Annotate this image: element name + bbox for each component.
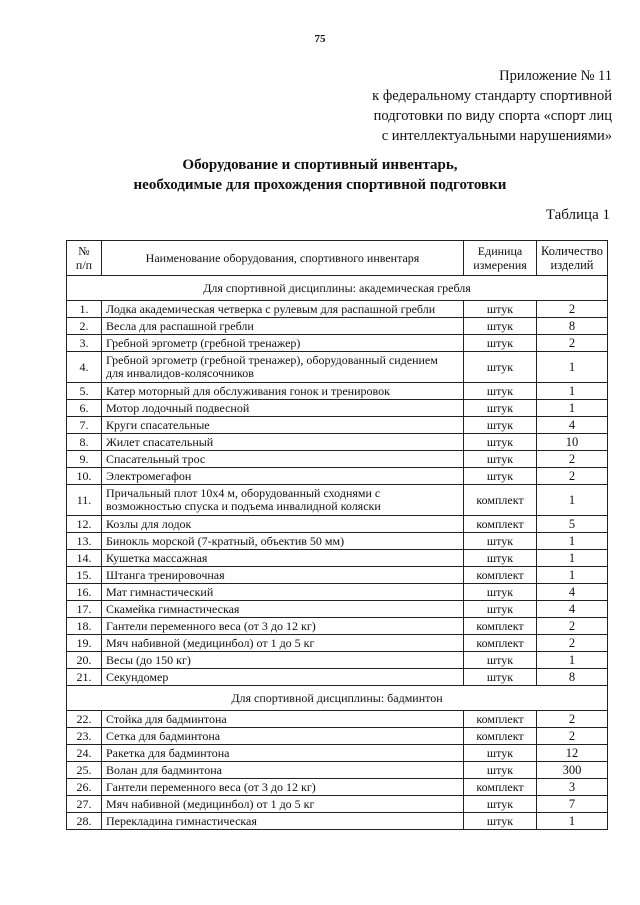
row-unit: штук	[464, 669, 537, 686]
table-row	[67, 318, 608, 335]
row-quantity: 2	[537, 451, 608, 468]
table-row	[67, 400, 608, 417]
table-row	[67, 533, 608, 550]
table-row	[67, 652, 608, 669]
appendix-header	[372, 66, 612, 146]
row-unit: штук	[464, 301, 537, 318]
row-number: 26.	[67, 779, 102, 796]
appendix-line: Приложение № 11	[499, 68, 612, 84]
row-name: Сетка для бадминтона	[102, 728, 464, 745]
row-unit: комплект	[464, 711, 537, 728]
table-label: Таблица 1	[545, 207, 610, 223]
table-row	[67, 728, 608, 745]
row-name: Ракетка для бадминтона	[102, 745, 464, 762]
section-row	[67, 686, 608, 711]
table-row	[67, 618, 608, 635]
table-row	[67, 516, 608, 533]
row-name: Круги спасательные	[102, 417, 464, 434]
table-row	[67, 550, 608, 567]
row-quantity: 12	[537, 745, 608, 762]
row-unit: штук	[464, 762, 537, 779]
row-name: Жилет спасательный	[102, 434, 464, 451]
row-number: 23.	[67, 728, 102, 745]
table-row	[67, 335, 608, 352]
row-quantity: 8	[537, 669, 608, 686]
row-unit: штук	[464, 318, 537, 335]
row-quantity: 8	[537, 318, 608, 335]
row-quantity: 1	[537, 652, 608, 669]
row-unit: штук	[464, 584, 537, 601]
row-name: Спасательный трос	[102, 451, 464, 468]
title-line: Оборудование и спортивный инвентарь,	[182, 157, 458, 173]
row-quantity: 1	[537, 550, 608, 567]
row-name: Весла для распашной гребли	[102, 318, 464, 335]
table-body	[67, 276, 608, 830]
row-number: 25.	[67, 762, 102, 779]
row-number: 27.	[67, 796, 102, 813]
row-quantity: 1	[537, 533, 608, 550]
row-name: Причальный плот 10х4 м, оборудованный сходнями с возможностью спуска и подъема инвалидной коляски	[102, 485, 464, 516]
table-row	[67, 417, 608, 434]
row-number: 4.	[67, 352, 102, 383]
row-quantity: 1	[537, 352, 608, 383]
table-row	[67, 745, 608, 762]
appendix-line: подготовки по виду спорта «спорт лиц	[373, 108, 612, 124]
row-name: Весы (до 150 кг)	[102, 652, 464, 669]
row-number: 14.	[67, 550, 102, 567]
row-name: Лодка академическая четверка с рулевым для распашной гребли	[102, 301, 464, 318]
row-unit: штук	[464, 550, 537, 567]
section-title: Для спортивной дисциплины: бадминтон	[67, 686, 608, 711]
row-number: 12.	[67, 516, 102, 533]
row-name: Перекладина гимнастическая	[102, 813, 464, 830]
row-unit: комплект	[464, 618, 537, 635]
row-name: Скамейка гимнастическая	[102, 601, 464, 618]
table-row	[67, 635, 608, 652]
row-unit: штук	[464, 533, 537, 550]
row-name: Мат гимнастический	[102, 584, 464, 601]
row-name: Электромегафон	[102, 468, 464, 485]
row-name: Гребной эргометр (гребной тренажер)	[102, 335, 464, 352]
row-name: Бинокль морской (7-кратный, объектив 50 мм)	[102, 533, 464, 550]
row-quantity: 1	[537, 485, 608, 516]
row-name: Мяч набивной (медицинбол) от 1 до 5 кг	[102, 635, 464, 652]
row-unit: штук	[464, 451, 537, 468]
row-quantity: 2	[537, 635, 608, 652]
row-quantity: 4	[537, 584, 608, 601]
row-number: 1.	[67, 301, 102, 318]
table-row	[67, 796, 608, 813]
row-number: 2.	[67, 318, 102, 335]
row-quantity: 1	[537, 400, 608, 417]
table-row	[67, 434, 608, 451]
row-quantity: 3	[537, 779, 608, 796]
title-line: необходимые для прохождения спортивной подготовки	[133, 177, 507, 193]
row-number: 17.	[67, 601, 102, 618]
row-quantity: 1	[537, 383, 608, 400]
row-number: 19.	[67, 635, 102, 652]
row-unit: штук	[464, 745, 537, 762]
table-row	[67, 669, 608, 686]
header-name: Наименование оборудования, спортивного инвентаря	[102, 241, 464, 276]
row-name: Стойка для бадминтона	[102, 711, 464, 728]
row-number: 10.	[67, 468, 102, 485]
section-row	[67, 276, 608, 301]
row-name: Гантели переменного веса (от 3 до 12 кг)	[102, 779, 464, 796]
row-name: Мяч набивной (медицинбол) от 1 до 5 кг	[102, 796, 464, 813]
section-title: Для спортивной дисциплины: академическая гребля	[67, 276, 608, 301]
row-number: 13.	[67, 533, 102, 550]
row-quantity: 4	[537, 417, 608, 434]
row-quantity: 2	[537, 335, 608, 352]
header-unit: Единица измерения	[464, 241, 537, 276]
table-row	[67, 383, 608, 400]
table-row	[67, 567, 608, 584]
row-unit: штук	[464, 796, 537, 813]
header-number: № п/п	[67, 241, 102, 276]
table-row	[67, 451, 608, 468]
row-number: 5.	[67, 383, 102, 400]
row-name: Козлы для лодок	[102, 516, 464, 533]
table-row	[67, 468, 608, 485]
row-unit: комплект	[464, 779, 537, 796]
row-unit: штук	[464, 434, 537, 451]
table-header-row	[67, 241, 608, 276]
row-unit: комплект	[464, 516, 537, 533]
row-quantity: 2	[537, 468, 608, 485]
row-number: 11.	[67, 485, 102, 516]
appendix-line: с интеллектуальными нарушениями»	[381, 128, 612, 144]
row-name: Волан для бадминтона	[102, 762, 464, 779]
row-quantity: 5	[537, 516, 608, 533]
row-unit: штук	[464, 400, 537, 417]
row-quantity: 4	[537, 601, 608, 618]
page-number: 75	[314, 33, 326, 45]
row-quantity: 2	[537, 618, 608, 635]
row-number: 8.	[67, 434, 102, 451]
row-number: 22.	[67, 711, 102, 728]
row-unit: штук	[464, 652, 537, 669]
row-name: Гребной эргометр (гребной тренажер), оборудованный сидением для инвалидов-колясочников	[102, 352, 464, 383]
row-quantity: 2	[537, 711, 608, 728]
table-row	[67, 813, 608, 830]
row-name: Секундомер	[102, 669, 464, 686]
row-unit: штук	[464, 468, 537, 485]
equipment-table	[66, 240, 608, 830]
row-quantity: 7	[537, 796, 608, 813]
row-unit: комплект	[464, 635, 537, 652]
table-row	[67, 584, 608, 601]
row-quantity: 1	[537, 813, 608, 830]
row-unit: штук	[464, 335, 537, 352]
row-name: Штанга тренировочная	[102, 567, 464, 584]
row-quantity: 2	[537, 728, 608, 745]
row-number: 16.	[67, 584, 102, 601]
row-name: Гантели переменного веса (от 3 до 12 кг)	[102, 618, 464, 635]
row-quantity: 2	[537, 301, 608, 318]
row-quantity: 1	[537, 567, 608, 584]
row-number: 20.	[67, 652, 102, 669]
row-name: Кушетка массажная	[102, 550, 464, 567]
header-quantity: Количество изделий	[537, 241, 608, 276]
table-row	[67, 711, 608, 728]
row-number: 24.	[67, 745, 102, 762]
row-unit: штук	[464, 383, 537, 400]
table-row	[67, 601, 608, 618]
table-row	[67, 762, 608, 779]
appendix-line: к федеральному стандарту спортивной	[372, 88, 612, 104]
row-number: 9.	[67, 451, 102, 468]
document-title	[0, 155, 640, 195]
row-number: 7.	[67, 417, 102, 434]
row-number: 3.	[67, 335, 102, 352]
row-name: Катер моторный для обслуживания гонок и тренировок	[102, 383, 464, 400]
row-quantity: 10	[537, 434, 608, 451]
row-number: 28.	[67, 813, 102, 830]
row-unit: штук	[464, 813, 537, 830]
table-row	[67, 779, 608, 796]
row-number: 18.	[67, 618, 102, 635]
table-row	[67, 301, 608, 318]
row-name: Мотор лодочный подвесной	[102, 400, 464, 417]
row-unit: комплект	[464, 485, 537, 516]
row-number: 6.	[67, 400, 102, 417]
row-unit: комплект	[464, 728, 537, 745]
table-row	[67, 485, 608, 516]
row-number: 15.	[67, 567, 102, 584]
row-quantity: 300	[537, 762, 608, 779]
row-unit: штук	[464, 417, 537, 434]
table-row	[67, 352, 608, 383]
row-unit: штук	[464, 601, 537, 618]
row-unit: комплект	[464, 567, 537, 584]
row-unit: штук	[464, 352, 537, 383]
row-number: 21.	[67, 669, 102, 686]
